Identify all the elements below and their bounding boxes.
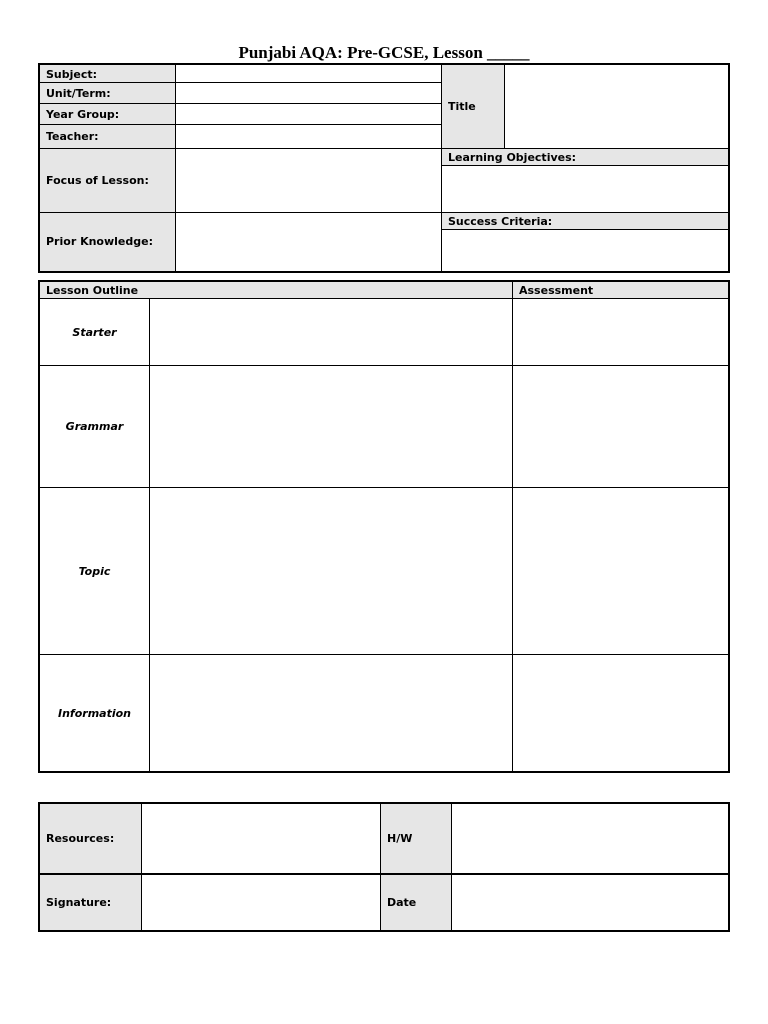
starter-assessment-field[interactable] [513, 299, 728, 365]
prior-knowledge-field[interactable] [176, 212, 441, 271]
divider [40, 148, 728, 149]
teacher-field[interactable] [176, 125, 441, 148]
divider [441, 165, 728, 166]
divider [441, 65, 442, 271]
row-label-information: Information [58, 706, 131, 720]
success-criteria-label: Success Criteria: [442, 213, 728, 229]
information-outline-field[interactable] [150, 655, 512, 771]
divider [141, 804, 142, 930]
footer-table [38, 802, 730, 932]
divider [451, 804, 452, 930]
learning-objectives-label: Learning Objectives: [442, 149, 728, 165]
prior-knowledge-label: Prior Knowledge: [40, 212, 175, 271]
grammar-assessment-field[interactable] [513, 366, 728, 487]
resources-label: Resources: [40, 804, 141, 873]
divider [504, 65, 505, 148]
divider [40, 365, 728, 366]
subject-field[interactable] [176, 65, 441, 83]
divider [40, 654, 728, 655]
assessment-header: Assessment [513, 282, 728, 298]
learning-objectives-field[interactable] [442, 166, 728, 212]
information-assessment-field[interactable] [513, 655, 728, 771]
teacher-label: Teacher: [40, 125, 175, 148]
topic-assessment-field[interactable] [513, 488, 728, 654]
starter-outline-field[interactable] [150, 299, 512, 365]
divider [40, 298, 728, 299]
divider [380, 804, 381, 930]
topic-outline-field[interactable] [150, 488, 512, 654]
success-criteria-field[interactable] [442, 230, 728, 271]
divider [175, 65, 176, 271]
page-title: Punjabi AQA: Pre-GCSE, Lesson _____ [238, 43, 530, 62]
divider [40, 124, 441, 125]
signature-label: Signature: [40, 875, 141, 930]
divider [149, 298, 150, 771]
hw-label: H/W [381, 804, 451, 873]
signature-field[interactable] [142, 875, 380, 930]
focus-field[interactable] [176, 148, 441, 212]
divider [40, 103, 441, 104]
date-label: Date [381, 875, 451, 930]
unit-term-field[interactable] [176, 83, 441, 104]
divider [40, 82, 441, 83]
row-label-topic: Topic [78, 564, 111, 578]
resources-field[interactable] [142, 804, 380, 873]
year-group-field[interactable] [176, 104, 441, 125]
hw-field[interactable] [452, 804, 728, 873]
lesson-outline-header: Lesson Outline [40, 282, 512, 298]
focus-label: Focus of Lesson: [40, 148, 175, 212]
divider [441, 212, 728, 213]
row-label-grammar: Grammar [65, 420, 124, 433]
divider [512, 282, 513, 771]
subject-label: Subject: [40, 65, 175, 83]
year-group-label: Year Group: [40, 104, 175, 125]
divider [40, 873, 728, 875]
unit-term-label: Unit/Term: [40, 83, 175, 104]
date-field[interactable] [452, 875, 728, 930]
title-label: Title [442, 65, 504, 148]
lesson-info-table [38, 63, 730, 273]
grammar-outline-field[interactable] [150, 366, 512, 487]
title-field[interactable] [505, 65, 728, 148]
row-label-starter: Starter [72, 325, 117, 339]
divider [40, 212, 441, 213]
divider [441, 229, 728, 230]
lesson-outline-table [38, 280, 730, 773]
divider [40, 487, 728, 488]
